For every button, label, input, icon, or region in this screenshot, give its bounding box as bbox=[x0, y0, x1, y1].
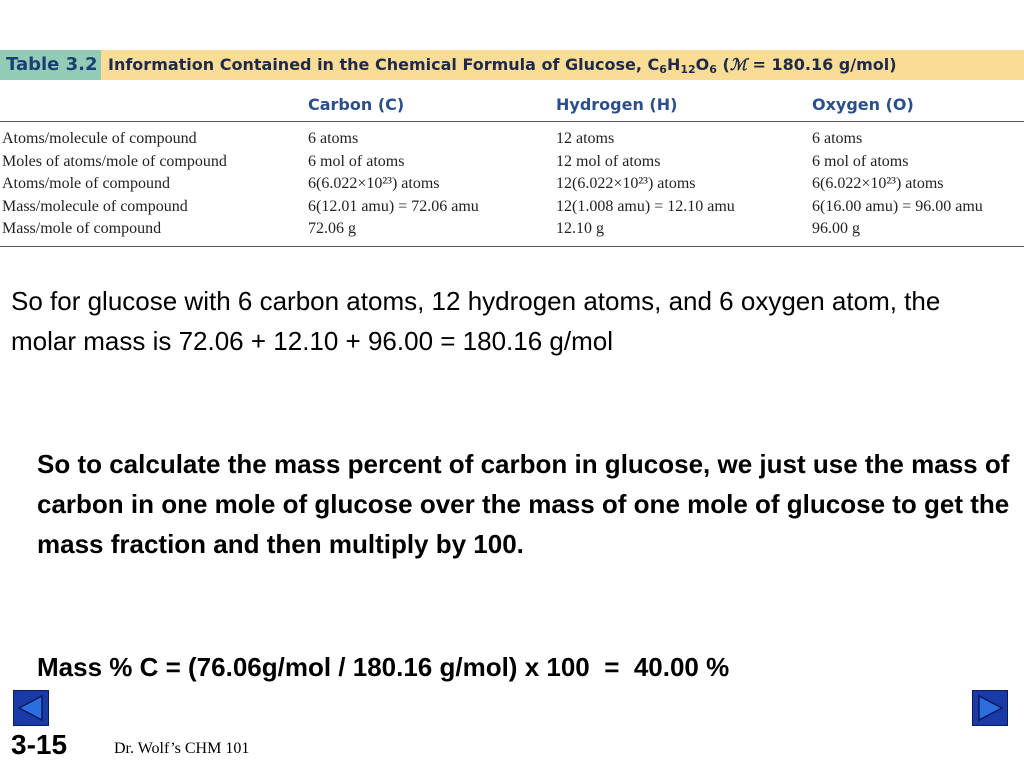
row-label: Mass/mole of compound bbox=[2, 220, 162, 237]
column-head-carbon: Carbon (C) bbox=[308, 95, 405, 114]
row-label: Atoms/molecule of compound bbox=[2, 130, 197, 147]
caption-sub-h: 12 bbox=[680, 63, 696, 76]
caption-h: H bbox=[666, 55, 681, 74]
cell-oxygen: 6 mol of atoms bbox=[812, 153, 909, 170]
molar-mass-explanation: So for glucose with 6 carbon atoms, 12 hydrogen atoms, and 6 oxygen atom, the molar mass is 72.06 + 12.10 + 96.00 = 180.16 g/mol bbox=[11, 286, 941, 356]
row-label: Atoms/mole of compound bbox=[2, 175, 170, 192]
table-row bbox=[0, 151, 1024, 173]
column-head-oxygen: Oxygen (O) bbox=[812, 95, 914, 114]
table-caption bbox=[108, 50, 897, 80]
caption-molar-value: = 180.16 g/mol) bbox=[746, 55, 897, 74]
table-top-rule bbox=[0, 121, 1024, 122]
cell-oxygen: 6(16.00 amu) = 96.00 amu bbox=[812, 198, 983, 215]
triangle-right-icon bbox=[973, 691, 1007, 725]
table-row bbox=[0, 128, 1024, 150]
slide-number: 3-15 bbox=[11, 729, 68, 760]
row-label: Mass/molecule of compound bbox=[2, 198, 188, 215]
caption-sub-o: 6 bbox=[709, 63, 717, 76]
table-row bbox=[0, 196, 1024, 218]
table-title-bar bbox=[0, 50, 1024, 80]
mass-percent-formula: Mass % C = (76.06g/mol / 180.16 g/mol) x 100 = 40.00 % bbox=[37, 652, 730, 682]
cell-hydrogen: 12(6.022×10²³) atoms bbox=[556, 175, 696, 192]
cell-carbon: 6(6.022×10²³) atoms bbox=[308, 175, 440, 192]
cell-oxygen: 6 atoms bbox=[812, 130, 863, 147]
mass-percent-explanation: So to calculate the mass percent of carbon in glucose, we just use the mass of carbon in one mole of glucose over the mass of one mole of glucose to get the mass fraction and then multiply by 100. bbox=[37, 449, 1010, 559]
cell-hydrogen: 12(1.008 amu) = 12.10 amu bbox=[556, 198, 735, 215]
table-bottom-rule bbox=[0, 246, 1024, 247]
next-slide-button[interactable] bbox=[972, 690, 1008, 726]
caption-molar-open: ( bbox=[716, 55, 730, 74]
row-label: Moles of atoms/mole of compound bbox=[2, 153, 227, 170]
caption-text: Information Contained in the Chemical Formula of Glucose, C bbox=[108, 55, 660, 74]
column-head-hydrogen: Hydrogen (H) bbox=[556, 95, 678, 114]
caption-o: O bbox=[695, 55, 710, 74]
cell-hydrogen: 12 atoms bbox=[556, 130, 615, 147]
course-credit: Dr. Wolf’s CHM 101 bbox=[114, 740, 250, 757]
table-row bbox=[0, 218, 1024, 240]
cell-hydrogen: 12 mol of atoms bbox=[556, 153, 661, 170]
cell-carbon: 6 atoms bbox=[308, 130, 359, 147]
cell-oxygen: 96.00 g bbox=[812, 220, 860, 237]
cell-oxygen: 6(6.022×10²³) atoms bbox=[812, 175, 944, 192]
cell-carbon: 72.06 g bbox=[308, 220, 356, 237]
triangle-left-icon bbox=[14, 691, 48, 725]
cell-carbon: 6 mol of atoms bbox=[308, 153, 405, 170]
molar-mass-symbol: ℳ bbox=[729, 55, 747, 74]
table-number: Table 3.2 bbox=[0, 50, 101, 80]
cell-hydrogen: 12.10 g bbox=[556, 220, 604, 237]
cell-carbon: 6(12.01 amu) = 72.06 amu bbox=[308, 198, 479, 215]
previous-slide-button[interactable] bbox=[13, 690, 49, 726]
table-row bbox=[0, 173, 1024, 195]
caption-sub-c: 6 bbox=[659, 63, 667, 76]
